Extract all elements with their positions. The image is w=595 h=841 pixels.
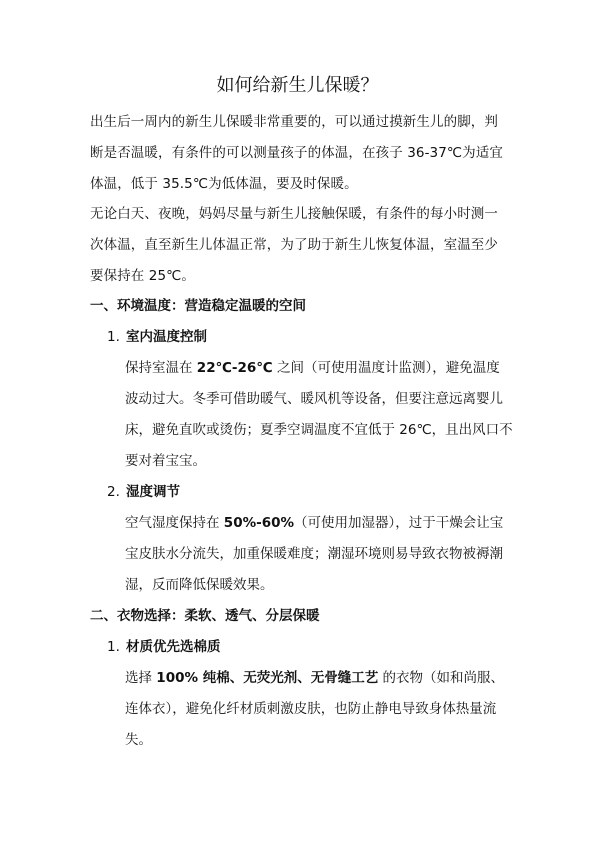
intro-paragraph-2: 无论白天、夜晚，妈妈尽量与新生儿接触保暖，有条件的每小时测一次体温，直至新生儿体温正常，为了助于新生儿恢复体温，室温至少要保持在 25℃。 xyxy=(90,206,498,284)
list-number: 1. xyxy=(107,329,120,345)
highlight-material: 100% 纯棉、无荧光剂、无骨缝工艺 xyxy=(156,670,379,686)
document-title: 如何给新生儿保暖？ xyxy=(216,75,379,96)
list-number: 1. xyxy=(107,639,120,655)
section-2-item-1-heading xyxy=(107,637,507,657)
list-number: 2. xyxy=(107,484,120,500)
item-title: 湿度调节 xyxy=(126,484,180,500)
section-1-item-2-heading xyxy=(107,482,507,502)
section-1-item-2-body: 空气湿度保持在 50%-60%（可使用加湿器），过于干燥会让宝宝皮肤水分流失，加重保暖难度；潮湿环境则易导致衣物被褥潮湿，反而降低保暖效果。 xyxy=(125,515,504,593)
item-title: 室内温度控制 xyxy=(126,329,207,345)
section-1-heading: 一、环境温度：营造稳定温暖的空间 xyxy=(90,298,306,314)
intro-paragraph-1: 出生后一周内的新生儿保暖非常重要的，可以通过摸新生儿的脚，判断是否温暖，有条件的可以测量孩子的体温，在孩子 36-37℃为适宜体温，低于 35.5℃为低体温，要及时保暖。 xyxy=(90,114,503,192)
section-2-heading: 二、衣物选择：柔软、透气、分层保暖 xyxy=(90,608,320,624)
highlight-temperature: 22℃-26℃ xyxy=(196,360,273,376)
section-1-item-1-body: 保持室温在 22℃-26℃ 之间（可使用温度计监测），避免温度波动过大。冬季可借助暖气、暖风机等设备，但要注意远离婴儿床，避免直吹或烫伤；夏季空调温度不宜低于 26℃，且出风口不要对着宝宝。 xyxy=(125,360,513,469)
item-title: 材质优先选棉质 xyxy=(126,639,221,655)
highlight-humidity: 50%-60% xyxy=(223,515,295,531)
section-2-item-1-body: 选择 100% 纯棉、无荧光剂、无骨缝工艺 的衣物（如和尚服、连体衣），避免化纤材质刺激皮肤，也防止静电导致身体热量流失。 xyxy=(125,670,504,748)
section-1-item-1-heading xyxy=(107,327,507,347)
